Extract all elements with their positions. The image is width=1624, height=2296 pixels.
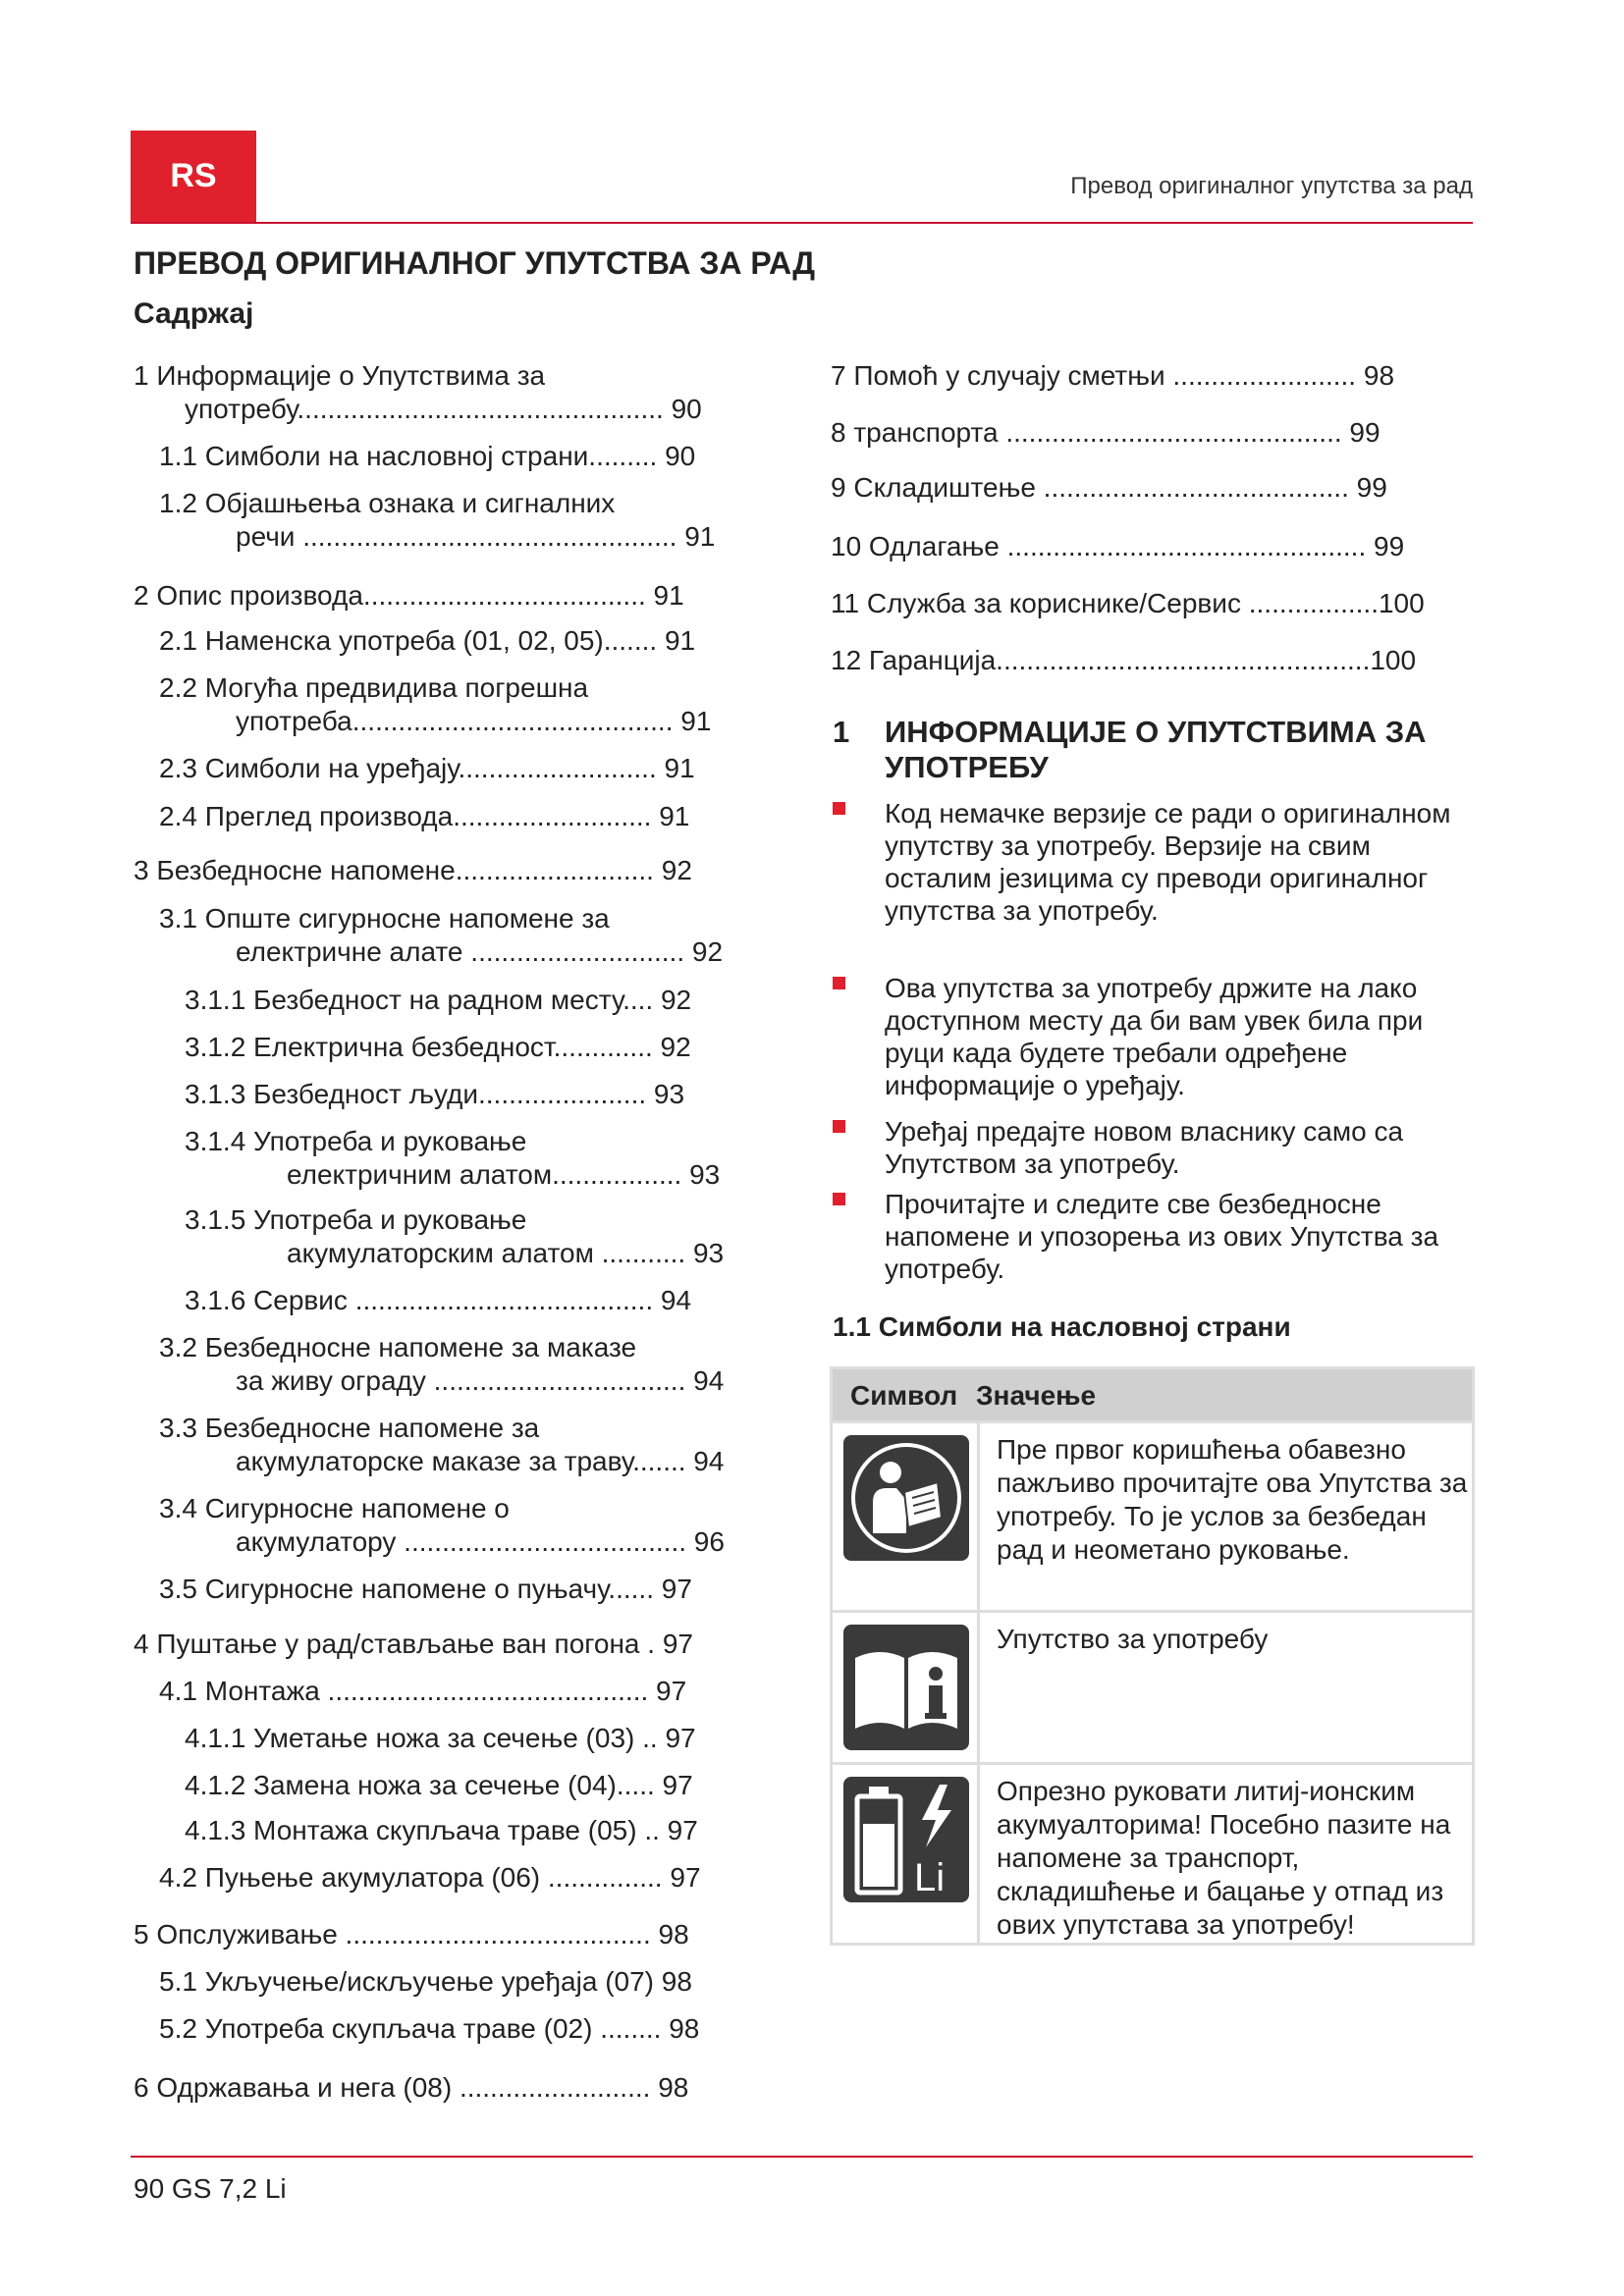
toc-entry[interactable]: 3.2 Безбедносне напомене за маказе за живу ограду ................................. 94 bbox=[159, 1332, 725, 1396]
toc-entry[interactable]: 3.1.2 Електрична безбедност............. 92 bbox=[185, 1032, 691, 1062]
section-1-1-heading: 1.1 Симболи на насловној страни bbox=[833, 1311, 1291, 1342]
toc-entry[interactable]: 1.2 Објашњења ознака и сигналних речи ................................................. 91 bbox=[159, 488, 716, 552]
toc-entry[interactable]: 6 Одржавања и нега (08) ......................... 98 bbox=[134, 2072, 689, 2103]
bullet-square-icon bbox=[833, 802, 845, 815]
toc-entry[interactable]: 3.3 Безбедносне напомене за акумулаторске маказе за траву....... 94 bbox=[159, 1413, 725, 1476]
symbol-meaning: Опрезно руковати литиј-ионским акумуалторима! Посебно пазите на напомене за транспорт, складишћење и бацање у отпад из ових упутстава за употребу! bbox=[997, 1776, 1451, 1940]
header-symbol: Символ bbox=[850, 1380, 958, 1411]
toc-entry[interactable]: 8 транспорта ............................................ 99 bbox=[831, 417, 1380, 448]
running-title: Превод оригиналног упутства за рад bbox=[1070, 173, 1473, 199]
manual-info-icon bbox=[843, 1625, 969, 1750]
toc-entry[interactable]: 3.1.3 Безбедност људи...................... 93 bbox=[185, 1079, 685, 1109]
toc-entry[interactable]: 12 Гаранција.................................................100 bbox=[831, 645, 1417, 675]
toc-entry[interactable]: 5 Опслуживање ........................................ 98 bbox=[134, 1919, 689, 1949]
toc-entry[interactable]: 3 Безбедносне напомене.......................... 92 bbox=[134, 855, 692, 885]
bullet-square-icon bbox=[833, 977, 845, 989]
toc-entry[interactable]: 4.1.2 Замена ножа за сечење (04)..... 97 bbox=[185, 1770, 693, 1800]
toc-entry[interactable]: 4.1.1 Уметање ножа за сечење (03) .. 97 bbox=[185, 1723, 696, 1753]
read-manual-icon bbox=[843, 1435, 969, 1561]
lithium-battery-icon bbox=[843, 1777, 969, 1902]
section-1-number: 1 bbox=[833, 715, 850, 749]
svg-text:Li: Li bbox=[914, 1856, 946, 1899]
toc-entry[interactable]: 3.5 Сигурносне напомене о пуњачу...... 97 bbox=[159, 1574, 692, 1604]
toc-entry[interactable]: 3.1.1 Безбедност на радном месту.... 92 bbox=[185, 985, 692, 1015]
table-header bbox=[833, 1369, 1472, 1420]
toc-entry[interactable]: 3.4 Сигурносне напомене о акумулатору ..................................... 96 bbox=[159, 1493, 725, 1557]
toc-entry[interactable]: 2.3 Симболи на уређају.......................... 91 bbox=[159, 753, 695, 783]
bullet-square-icon bbox=[833, 1193, 845, 1205]
toc-entry[interactable]: 4 Пуштање у рад/стављање ван погона . 97 bbox=[134, 1629, 693, 1659]
toc-entry[interactable]: 9 Складиштење ........................................ 99 bbox=[831, 472, 1387, 503]
toc-entry[interactable]: 5.2 Употреба скупљача траве (02) ........ 98 bbox=[159, 2013, 700, 2044]
toc-entry[interactable]: 2 Опис производа..................................... 91 bbox=[134, 580, 684, 611]
section-1-title: ИНФОРМАЦИЈЕ О УПУТСТВИМА ЗА УПОТРЕБУ bbox=[885, 715, 1427, 784]
footer-rule bbox=[131, 2156, 1473, 2158]
toc-entry[interactable]: 3.1.5 Употреба и руковање акумулаторским алатом ........... 93 bbox=[185, 1204, 725, 1268]
page-footer: 90 GS 7,2 Li bbox=[134, 2173, 287, 2204]
toc-entry[interactable]: 2.2 Могућа предвидива погрешна употреба.......................................... 91 bbox=[159, 672, 712, 736]
toc-entry[interactable]: 2.4 Преглед производа.......................... 91 bbox=[159, 801, 690, 831]
table-row bbox=[833, 1762, 1472, 1943]
toc-entry[interactable]: 4.1.3 Монтажа скупљача траве (05) .. 97 bbox=[185, 1815, 698, 1845]
toc-entry[interactable]: 4.1 Монтажа .......................................... 97 bbox=[159, 1676, 687, 1706]
header-meaning: Значење bbox=[976, 1380, 1097, 1411]
toc-entry[interactable]: 4.2 Пуњење акумулатора (06) ............... 97 bbox=[159, 1862, 701, 1893]
toc-entry[interactable]: 1.1 Симболи на насловној страни......... 90 bbox=[159, 441, 696, 471]
language-badge: RS bbox=[131, 131, 256, 222]
toc-entry[interactable]: 10 Одлагање ............................................... 99 bbox=[831, 531, 1405, 561]
toc-entry[interactable]: 1 Информације о Упутствима за употребу................................................ 90 bbox=[134, 360, 702, 424]
toc-title: Садржај bbox=[134, 297, 254, 330]
header-rule bbox=[131, 222, 1473, 224]
toc-entry[interactable]: 11 Служба за кориснике/Сервис .................100 bbox=[831, 588, 1425, 618]
toc-entry[interactable]: 3.1 Опште сигурносне напомене за електричне алате ............................ 92 bbox=[159, 903, 724, 967]
toc-entry[interactable]: 2.1 Наменска употреба (01, 02, 05)....... 91 bbox=[159, 625, 696, 656]
symbol-meaning: Упутство за употребу bbox=[997, 1624, 1269, 1654]
toc-entry[interactable]: 5.1 Укључење/искључење уређаја (07) 98 bbox=[159, 1966, 692, 1997]
symbols-table bbox=[830, 1366, 1475, 1946]
toc-entry[interactable]: 3.1.4 Употреба и руковање електричним алатом................. 93 bbox=[185, 1126, 721, 1190]
page-title: ПРЕВОД ОРИГИНАЛНОГ УПУТСТВА ЗА РАД bbox=[134, 245, 816, 281]
table-row bbox=[833, 1420, 1472, 1610]
toc-entry[interactable]: 7 Помоћ у случају сметњи ........................ 98 bbox=[831, 360, 1395, 391]
bullet-square-icon bbox=[833, 1120, 845, 1133]
symbol-meaning: Пре првог коришћења обавезно пажљиво прочитајте ова Упутства за употребу. То је услов за безбедан рад и неометано руковање. bbox=[997, 1434, 1468, 1565]
table-row bbox=[833, 1610, 1472, 1762]
toc-entry[interactable]: 3.1.6 Сервис ....................................... 94 bbox=[185, 1285, 692, 1315]
